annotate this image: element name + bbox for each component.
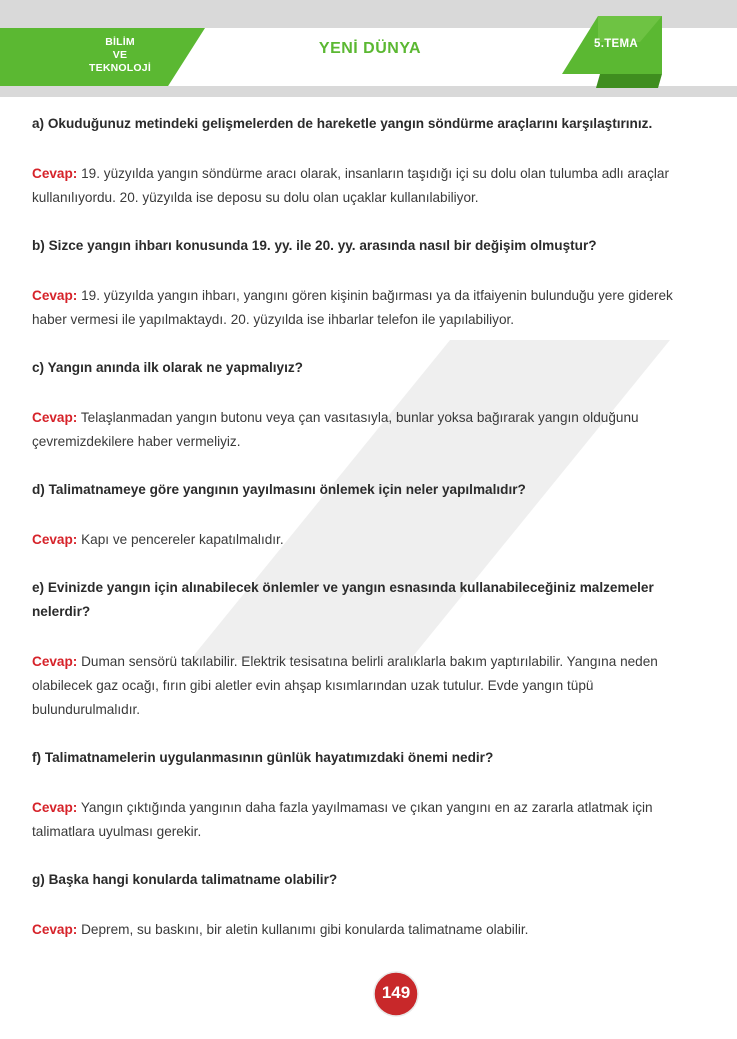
qa-item bbox=[32, 234, 704, 332]
answer-label: Cevap: bbox=[32, 800, 78, 815]
question-text: c) Yangın anında ilk olarak ne yapmalıyız? bbox=[32, 360, 303, 375]
answer-body: Yangın çıktığında yangının daha fazla yayılmaması ve çıkan yangını en az zararla atlatmak için talimatlara uyulması gerekir. bbox=[32, 800, 653, 839]
subject-line-1: BİLİM bbox=[105, 36, 135, 48]
theme-tab bbox=[560, 14, 665, 89]
qa-item bbox=[32, 868, 704, 942]
answer-text bbox=[32, 796, 704, 844]
question-text: e) Evinizde yangın için alınabilecek önlemler ve yangın esnasında kullanabileceğiniz malzemeler nelerdir? bbox=[32, 580, 654, 619]
answer-text bbox=[32, 284, 704, 332]
question-text: f) Talimatnamelerin uygulanmasının günlük hayatımızdaki önemi nedir? bbox=[32, 750, 494, 765]
theme-label: 5.TEMA bbox=[594, 38, 638, 50]
answer-body: 19. yüzyılda yangın söndürme aracı olarak, insanların taşıdığı içi su dolu olan tulumba adlı araçlar kullanılıyordu. 20. yüzyılda ise deposu su dolu olan uçaklar kullanılabiliyor. bbox=[32, 166, 669, 205]
answer-text bbox=[32, 406, 704, 454]
page-number: 149 bbox=[381, 983, 411, 1002]
answer-label: Cevap: bbox=[32, 654, 78, 669]
answer-text bbox=[32, 162, 704, 210]
answer-label: Cevap: bbox=[32, 532, 78, 547]
question-text: g) Başka hangi konularda talimatname olabilir? bbox=[32, 872, 338, 887]
answer-text bbox=[32, 528, 704, 552]
answer-body: Duman sensörü takılabilir. Elektrik tesisatına belirli aralıklarla bakım yaptırılabilir. Yangına neden olabilecek gaz ocağı, fırın gibi aletler evin ahşap kısımlarından uzak tutulur. Evde yangın tüpü bulundurulmalıdır. bbox=[32, 654, 658, 717]
question-text: d) Talimatnameye göre yangının yayılmasını önlemek için neler yapılmalıdır? bbox=[32, 482, 526, 497]
qa-item bbox=[32, 576, 704, 722]
answer-label: Cevap: bbox=[32, 410, 78, 425]
answer-label: Cevap: bbox=[32, 922, 78, 937]
answer-body: Deprem, su baskını, bir aletin kullanımı gibi konularda talimatname olabilir. bbox=[81, 922, 529, 937]
answer-label: Cevap: bbox=[32, 288, 78, 303]
answer-body: Kapı ve pencereler kapatılmalıdır. bbox=[81, 532, 284, 547]
qa-item bbox=[32, 112, 704, 210]
subject-line-3: TEKNOLOJİ bbox=[89, 62, 151, 74]
subject-line-2: VE bbox=[112, 49, 128, 61]
question-text: b) Sizce yangın ihbarı konusunda 19. yy. ile 20. yy. arasında nasıl bir değişim olmuştur? bbox=[32, 238, 597, 253]
qa-item bbox=[32, 478, 704, 552]
qa-content bbox=[32, 112, 704, 966]
question-text: a) Okuduğunuz metindeki gelişmelerden de hareketle yangın söndürme araçlarını karşılaştırınız. bbox=[32, 116, 653, 131]
book-title: YENİ DÜNYA bbox=[318, 40, 422, 57]
qa-list bbox=[32, 112, 704, 942]
answer-body: 19. yüzyılda yangın ihbarı, yangını gören kişinin bağırması ya da itfaiyenin bulunduğu yere giderek haber vermesi ile yapılmaktaydı. 20. yüzyılda ise ihbarlar telefon ile yapılabiliyor. bbox=[32, 288, 673, 327]
subject-tab-label bbox=[70, 36, 170, 75]
qa-item bbox=[32, 746, 704, 844]
qa-item bbox=[32, 356, 704, 454]
answer-text bbox=[32, 650, 704, 722]
answer-body: Telaşlanmadan yangın butonu veya çan vasıtasıyla, bunlar yoksa bağırarak yangın olduğunu çevremizdekilere haber vermeliyiz. bbox=[32, 410, 639, 449]
answer-text bbox=[32, 918, 704, 942]
answer-label: Cevap: bbox=[32, 166, 78, 181]
